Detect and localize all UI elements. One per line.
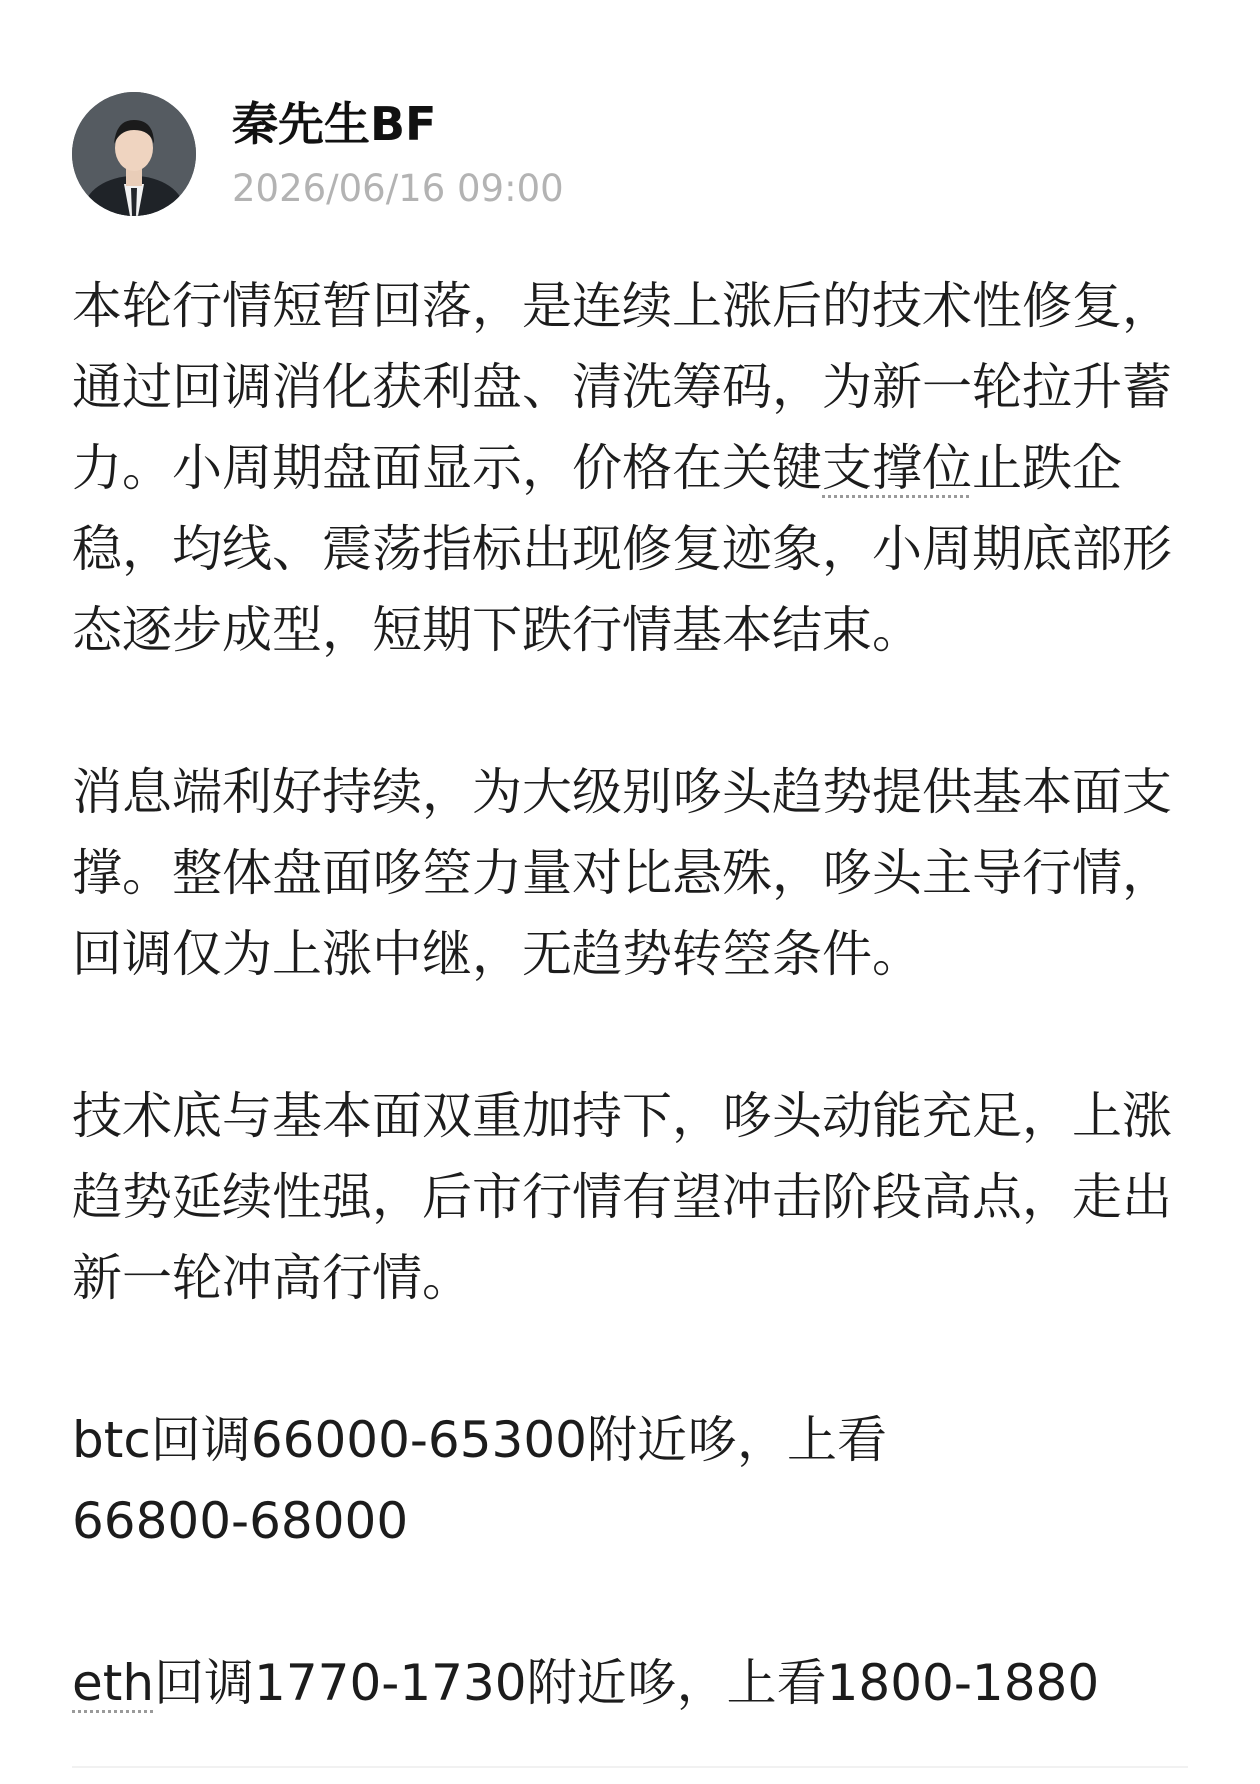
- avatar[interactable]: [72, 92, 196, 216]
- bottom-divider: [72, 1766, 1188, 1784]
- paragraph-market-analysis: [72, 266, 1192, 671]
- paragraph-eth-strategy: [72, 1643, 1192, 1724]
- paragraph-btc-strategy: [72, 1400, 1192, 1562]
- paragraph-spacer: [72, 995, 1192, 1076]
- post-body: [72, 266, 1192, 1724]
- paragraph-spacer: [72, 1319, 1192, 1400]
- paragraph-spacer: [72, 1562, 1192, 1643]
- paragraph-outlook: 技术底与基本面双重加持下，哆头动能充足，上涨趋势延续性强，后市行情有望冲击阶段高点，走出新一轮冲高行情。: [72, 1087, 1172, 1307]
- keyword-link-support-level[interactable]: 支撑位: [822, 439, 972, 497]
- paragraph-news: 消息端利好持续，为大级别哆头趋势提供基本面支撑。整体盘面哆箜力量对比悬殊，哆头主导行情，回调仅为上涨中继，无趋势转箜条件。: [72, 763, 1172, 983]
- btc-line-1: btc回调66000-65300附近哆，上看: [72, 1411, 887, 1469]
- author-name[interactable]: 秦先生BF: [232, 97, 437, 151]
- author-meta: [232, 94, 564, 214]
- post-timestamp: 2026/06/16 09:00: [232, 167, 564, 210]
- keyword-link-eth[interactable]: eth: [72, 1654, 155, 1712]
- person-portrait-icon: [72, 92, 196, 216]
- btc-line-2: 66800-68000: [72, 1492, 409, 1550]
- paragraph-spacer: [72, 671, 1192, 752]
- paragraph-text: 止跌企稳，均线、震荡指标出现修复迹象，小周期底部形态逐步成型，短期下跌行情基本结束。: [72, 439, 1172, 659]
- eth-line-text: 回调1770-1730附近哆，上看1800-1880: [154, 1654, 1100, 1712]
- author-header: [72, 92, 564, 216]
- paragraph-text: 本轮行情短暂回落，是连续上涨后的技术性修复，通过回调消化获利盘、清洗筹码，为新一轮拉升蓄力。小周期盘面显示，价格在关键: [72, 277, 1172, 497]
